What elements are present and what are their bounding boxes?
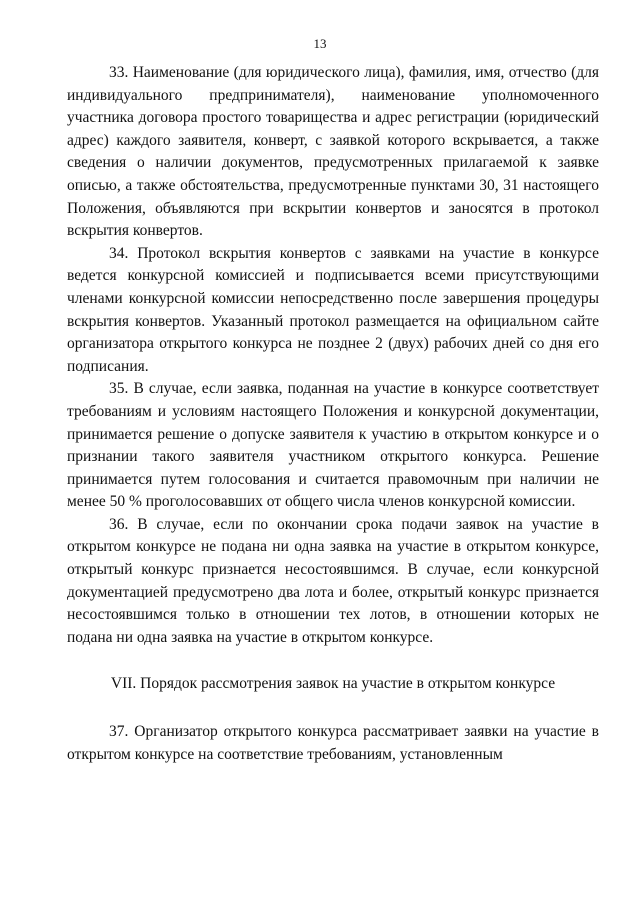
paragraph-33: 33. Наименование (для юридического лица), фамилия, имя, отчество (для индивидуального предпринимателя), наименование уполномоченного участника договора простого товарищества и адрес регистрации (юридический адрес) каждого заявителя, конверт, с заявкой которого вскрывается, а также сведения о наличии документов, предусмотренных прилагаемой к заявке описью, а также обстоятельства, предусмотренные пунктами 30, 31 настоящего Положения, объявляются при вскрытии конвертов и заносятся в протокол вскрытия конвертов. (67, 64, 599, 240)
paragraph-37: 37. Организатор открытого конкурса рассматривает заявки на участие в открытом конкурсе на соответствие требованиям, установленным (67, 723, 599, 763)
section-heading: VII. Порядок рассмотрения заявок на участие в открытом конкурсе (110, 675, 556, 693)
page-number: 13 (313, 36, 327, 51)
paragraph-35: 35. В случае, если заявка, поданная на участие в конкурсе соответствует требованиям и условиям настоящего Положения и конкурсной документации, принимается решение о допуске заявителя к участию в открытом конкурсе и о признании такого заявителя участником открытого конкурса. Решение принимается путем голосования и считается правомочным при наличии не менее 50 % проголосовавших от общего числа членов конкурсной комиссии. (67, 380, 599, 511)
document-body (67, 62, 599, 766)
paragraph-36: 36. В случае, если по окончании срока подачи заявок на участие в открытом конкурсе не подана ни одна заявка на участие в открытом конкурсе, открытый конкурс признается несостоявшимся. В случае, если конкурсной документацией предусмотрено два лота и более, открытый конкурс признается несостоявшимся только в отношении тех лотов, в отношении которых не подана ни одна заявка на участие в открытом конкурсе. (67, 515, 599, 646)
paragraph-34: 34. Протокол вскрытия конвертов с заявками на участие в конкурсе ведется конкурсной комиссией и подписывается всеми присутствующими членами конкурсной комиссии непосредственно после завершения процедуры вскрытия конвертов. Указанный протокол размещается на официальном сайте организатора открытого конкурса не позднее 2 (двух) рабочих дней со дня его подписания. (67, 244, 599, 375)
